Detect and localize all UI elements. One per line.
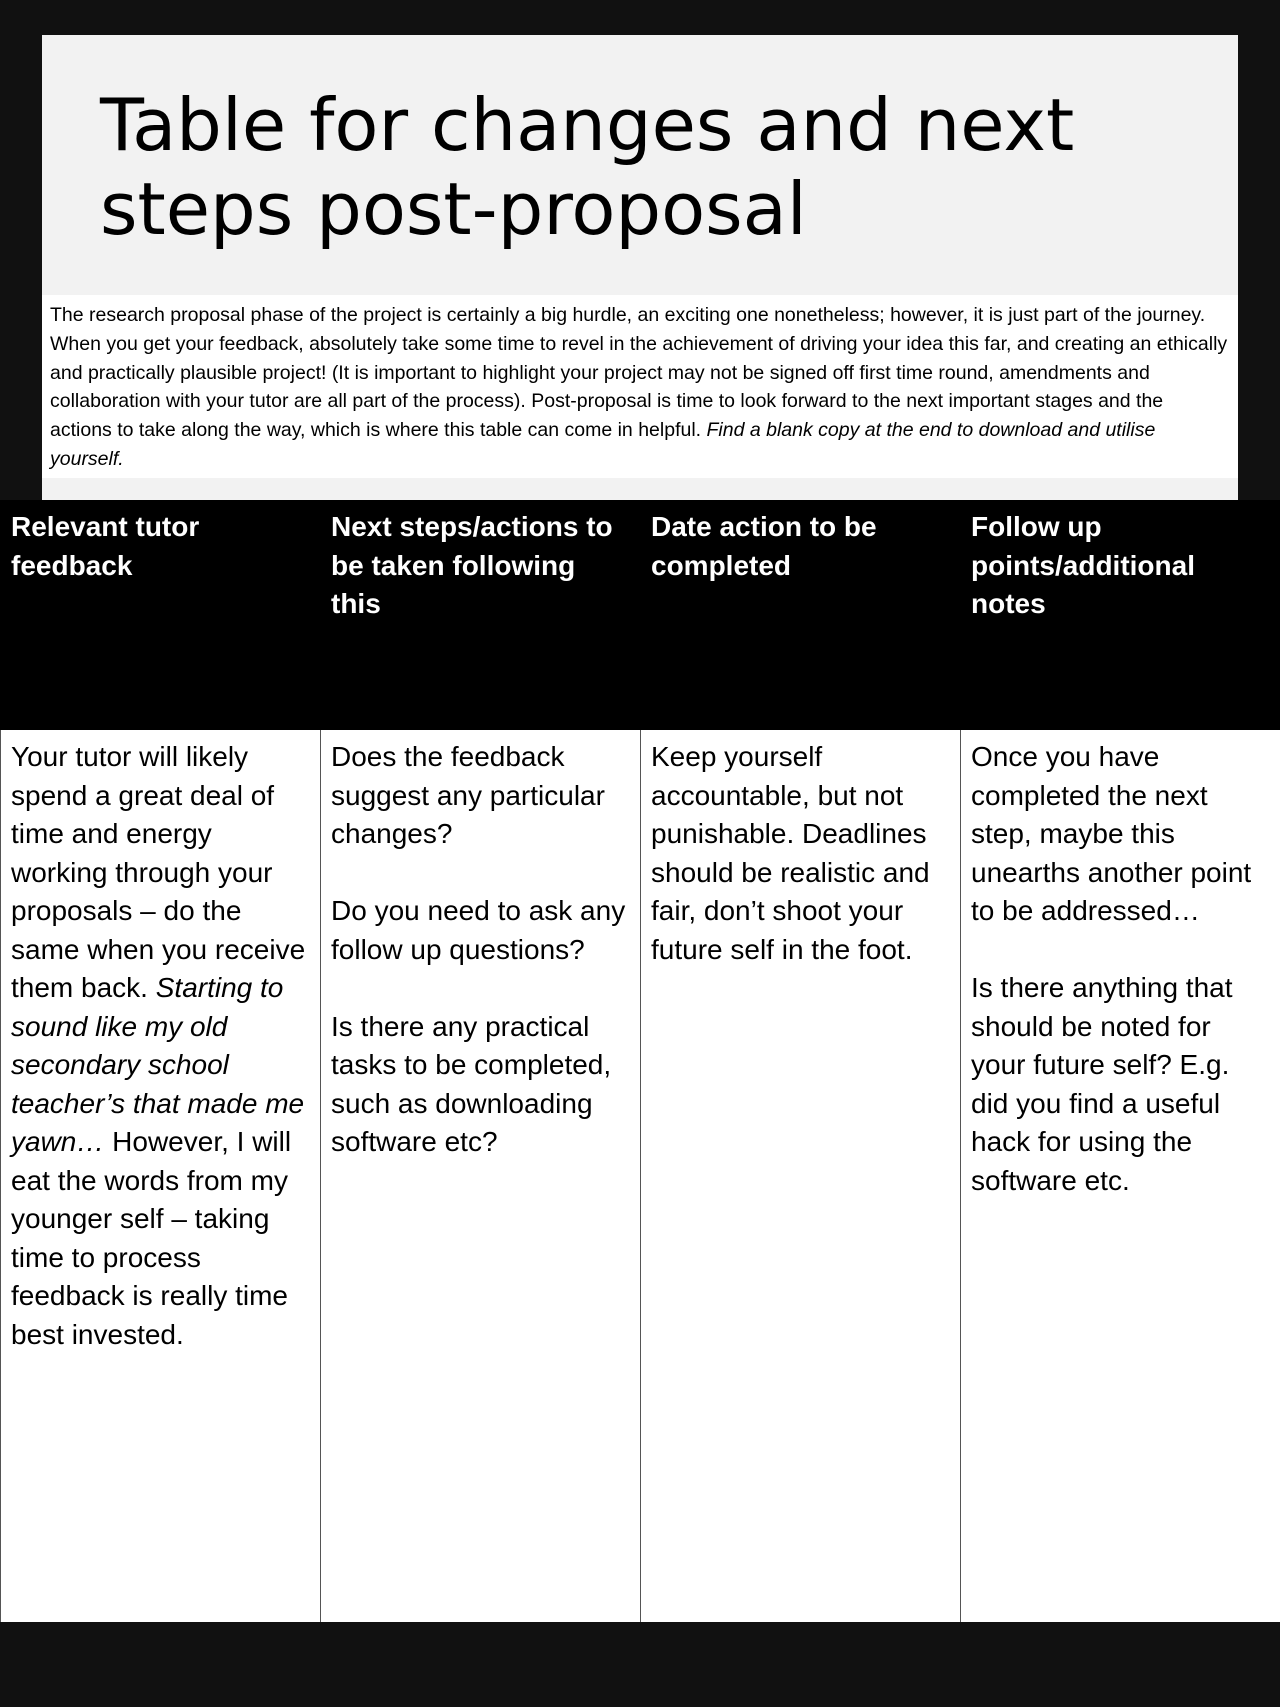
- header-next-steps: Next steps/actions to be taken following this: [321, 500, 641, 730]
- cell-follow-up: [961, 730, 1280, 1622]
- next-step-2: Do you need to ask any follow up questions?: [331, 895, 626, 965]
- next-steps-table: [0, 500, 1280, 1622]
- intro-paragraph: [50, 301, 1230, 474]
- intro-italic-note: Find a blank copy at the end to download and utilise yourself.: [50, 419, 1156, 470]
- header-date-action: Date action to be completed: [641, 500, 961, 730]
- feedback-text-italic: Starting to sound like my old secondary school teacher’s that made me yawn…: [11, 972, 305, 1157]
- table-row: [1, 730, 1280, 1622]
- intro-bottom-strip: [42, 478, 1238, 500]
- feedback-text-2: However, I will eat the words from my younger self – taking time to process feedback is really time best invested.: [11, 1126, 292, 1350]
- title-box: [42, 35, 1238, 295]
- feedback-text-1: Your tutor will likely spend a great deal of time and energy working through your proposals – do the same when you receive them back.: [11, 741, 306, 1003]
- table-header-row: [1, 500, 1280, 730]
- cell-tutor-feedback: [1, 730, 321, 1622]
- page-title: Table for changes and next steps post-proposal: [100, 83, 1075, 251]
- header-tutor-feedback: Relevant tutor feedback: [1, 500, 321, 730]
- date-action-text: Keep yourself accountable, but not punishable. Deadlines should be realistic and fair, don’t shoot your future self in the foot.: [651, 741, 930, 965]
- intro-box: [42, 295, 1238, 478]
- next-step-3: Is there any practical tasks to be completed, such as downloading software etc?: [331, 1010, 612, 1157]
- header-follow-up: Follow up points/additional notes: [961, 500, 1280, 730]
- cell-date-action: [641, 730, 961, 1622]
- next-step-1: Does the feedback suggest any particular changes?: [331, 741, 605, 849]
- follow-up-1: Once you have completed the next step, maybe this unearths another point to be addressed…: [971, 741, 1252, 926]
- intro-text: The research proposal phase of the project is certainly a big hurdle, an exciting one nonetheless; however, it is just part of the journey. When you get your feedback, absolutely take some time to revel in the achievement of driving your idea this far, and creating an ethically and practically plausible project! (It is important to highlight your project may not be signed off first time round, amendments and collaboration with your tutor are all part of the process). Post-proposal is time to look forward to the next important stages and the actions to take along the way, which is where this table can come in helpful.: [50, 304, 1228, 442]
- cell-next-steps: [321, 730, 641, 1622]
- follow-up-2: Is there anything that should be noted for your future self? E.g. did you find a useful hack for using the software etc.: [971, 972, 1233, 1196]
